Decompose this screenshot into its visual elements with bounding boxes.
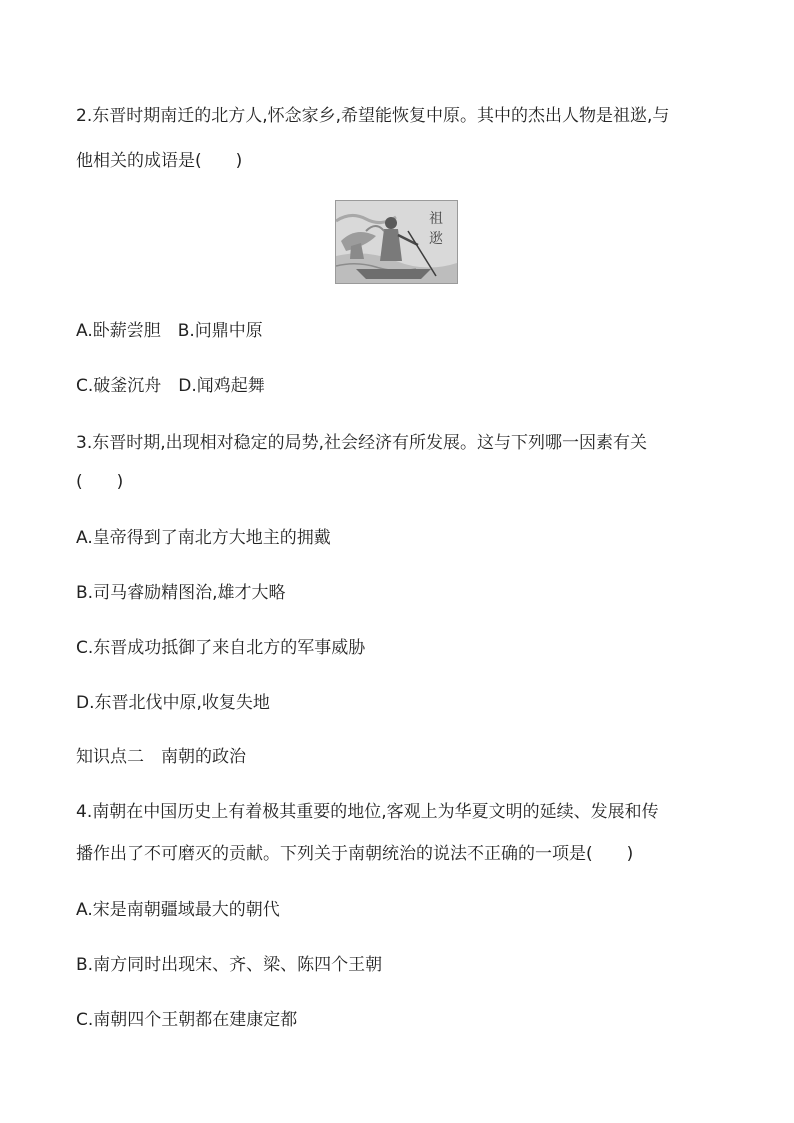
- q3-stem-line2: ( ): [76, 472, 124, 492]
- section-heading: 知识点二 南朝的政治: [76, 747, 246, 767]
- q2-options-ab[interactable]: A.卧薪尝胆 B.问鼎中原: [76, 321, 263, 341]
- q3-option-c[interactable]: C.东晋成功抵御了来自北方的军事威胁: [76, 638, 366, 658]
- q2-stem-line2: 他相关的成语是( ): [76, 151, 243, 171]
- q4-option-c[interactable]: C.南朝四个王朝都在建康定都: [76, 1010, 298, 1030]
- q3-option-b[interactable]: B.司马睿励精图治,雄才大略: [76, 583, 286, 603]
- q3-option-a[interactable]: A.皇帝得到了南北方大地主的拥戴: [76, 528, 331, 548]
- q3-option-d[interactable]: D.东晋北伐中原,收复失地: [76, 693, 270, 713]
- q2-options-cd[interactable]: C.破釜沉舟 D.闻鸡起舞: [76, 376, 265, 396]
- illustration-caption: 祖逖: [429, 211, 443, 247]
- q3-stem-line1: 3.东晋时期,出现相对稳定的局势,社会经济有所发展。这与下列哪一因素有关: [76, 433, 648, 453]
- q4-stem-line1: 4.南朝在中国历史上有着极其重要的地位,客观上为华夏文明的延续、发展和传: [76, 802, 659, 822]
- q2-stem-line1: 2.东晋时期南迁的北方人,怀念家乡,希望能恢复中原。其中的杰出人物是祖逖,与: [76, 106, 670, 126]
- q4-option-b[interactable]: B.南方同时出现宋、齐、梁、陈四个王朝: [76, 955, 383, 975]
- q4-option-a[interactable]: A.宋是南朝疆域最大的朝代: [76, 900, 280, 920]
- q4-stem-line2: 播作出了不可磨灭的贡献。下列关于南朝统治的说法不正确的一项是( ): [76, 844, 634, 864]
- zu-ti-illustration: [335, 200, 458, 284]
